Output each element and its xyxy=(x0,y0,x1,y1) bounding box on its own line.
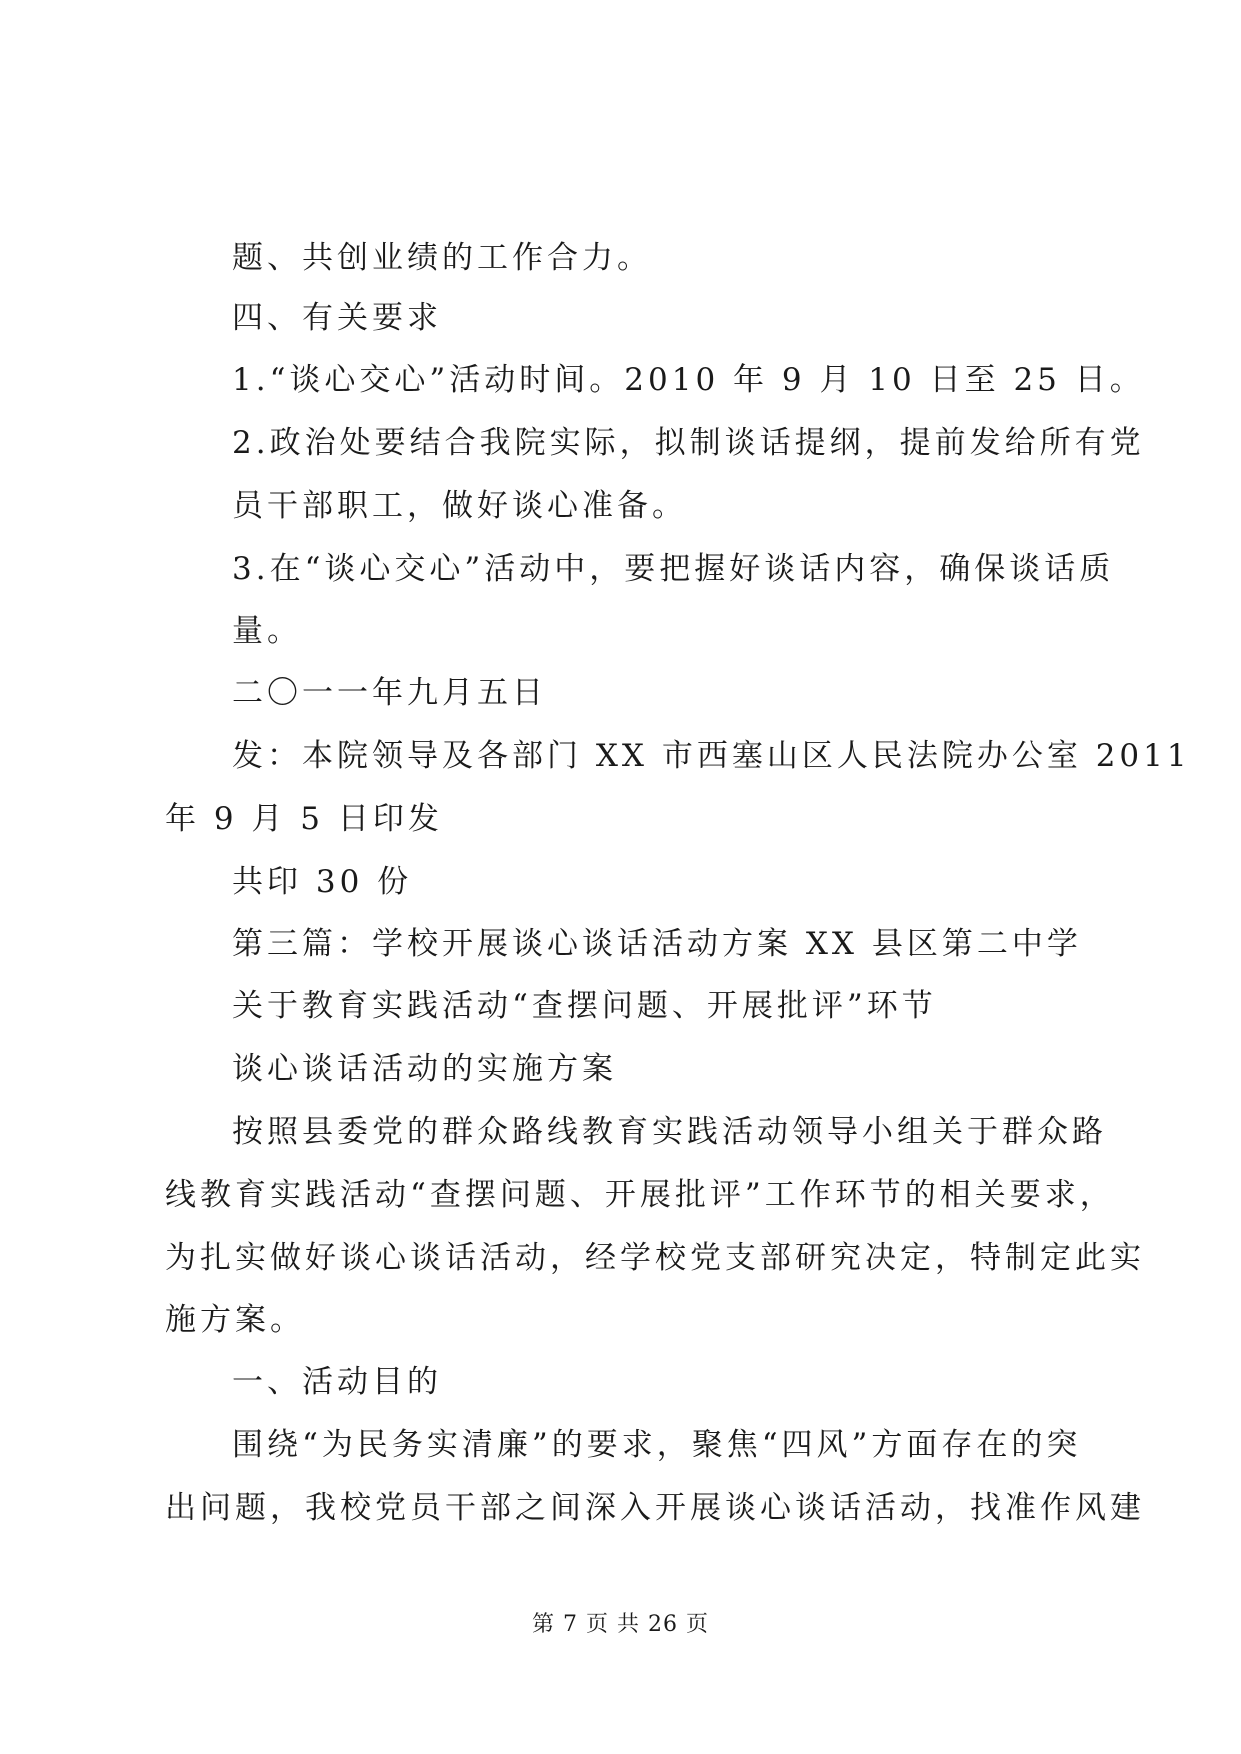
body-line: 按照县委党的群众路线教育实践活动领导小组关于群众路 xyxy=(232,1114,1107,1150)
list-item: 3.在“谈心交心”活动中，要把握好谈话内容，确保谈话质 xyxy=(232,551,1115,587)
body-line: 线教育实践活动“查摆问题、开展批评”工作环节的相关要求， xyxy=(165,1177,1115,1213)
body-line: 为扎实做好谈心谈话活动，经学校党支部研究决定，特制定此实 xyxy=(165,1240,1145,1276)
copies-line: 共印 30 份 xyxy=(232,864,413,900)
distribution-line: 发：本院领导及各部门 XX 市西塞山区人民法院办公室 2011 xyxy=(232,738,1191,774)
chapter-subtitle: 谈心谈话活动的实施方案 xyxy=(232,1051,617,1087)
section-heading: 一、活动目的 xyxy=(232,1364,442,1400)
body-line: 出问题，我校党员干部之间深入开展谈心谈话活动，找准作风建 xyxy=(165,1490,1145,1526)
body-line: 题、共创业绩的工作合力。 xyxy=(232,240,652,276)
section-heading: 四、有关要求 xyxy=(232,300,442,336)
body-line: 年 9 月 5 日印发 xyxy=(165,801,443,837)
body-line: 量。 xyxy=(232,613,302,649)
body-line: 员干部职工，做好谈心准备。 xyxy=(232,488,687,524)
date-line: 二〇一一年九月五日 xyxy=(232,675,547,711)
page-footer: 第 7 页 共 26 页 xyxy=(532,1612,709,1637)
list-item: 2.政治处要结合我院实际，拟制谈话提纲，提前发给所有党 xyxy=(232,425,1145,461)
list-item: 1.“谈心交心”活动时间。2010 年 9 月 10 日至 25 日。 xyxy=(232,362,1145,398)
body-line: 围绕“为民务实清廉”的要求，聚焦“四风”方面存在的突 xyxy=(232,1427,1082,1463)
chapter-title: 第三篇：学校开展谈心谈话活动方案 XX 县区第二中学 xyxy=(232,926,1082,962)
chapter-subtitle: 关于教育实践活动“查摆问题、开展批评”环节 xyxy=(232,988,937,1024)
body-line: 施方案。 xyxy=(165,1302,305,1338)
